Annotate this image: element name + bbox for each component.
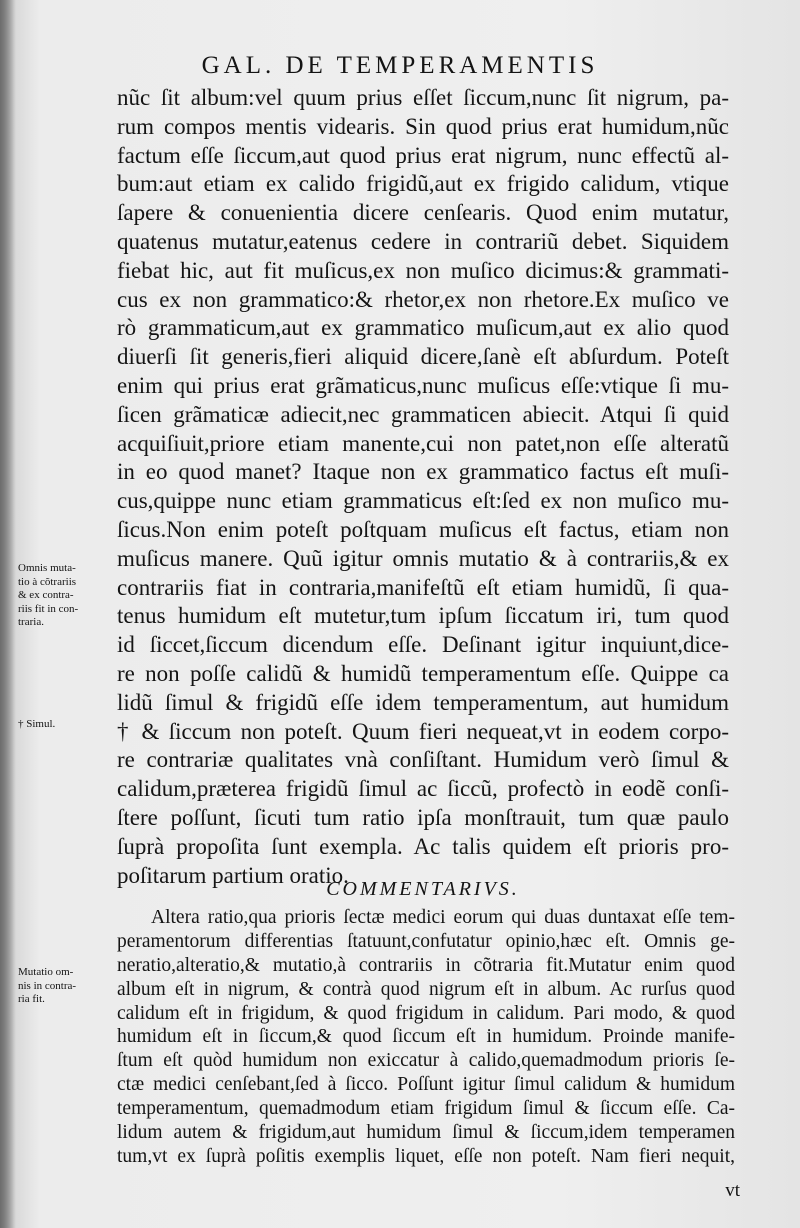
text-line: cus ex non grammatico:& rhetor,ex non rhetore.Ex muſico ve: [117, 286, 729, 312]
gutter-shadow: [0, 0, 16, 1228]
margin-note-simul: [18, 718, 118, 732]
text-line: rum compos mentis videaris. Sin quod prius erat humidum,nũc: [117, 113, 729, 139]
text-line: calidum,præterea frigidũ ſimul ac ſiccũ, profectò in eodẽ conſi-: [117, 776, 729, 802]
commentary-line: neratio,alteratio,& mutatio,à contrariis in cõtraria fit.Mutatur enim quod: [117, 954, 735, 976]
catchword: vt: [725, 1180, 740, 1201]
commentary-line: lidum autem & frigidum,aut humidum ſimul & ſiccum,idem temperamen: [117, 1122, 735, 1144]
commentary-line: calidum eſt in frigidum, & quod frigidum in calidum. Pari modo, & quod: [117, 1002, 735, 1024]
margin-note-line: Omnis muta-: [18, 562, 76, 574]
text-line: muſicus manere. Quũ igitur omnis mutatio & à contrariis,& ex: [117, 545, 729, 571]
commentary-text: [117, 906, 735, 1169]
text-line: rò grammaticum,aut ex grammatico muſicum,aut ex alio quod: [117, 315, 729, 341]
running-header: GAL. DE TEMPERAMENTIS: [201, 52, 599, 79]
main-text: [117, 84, 729, 890]
text-line: enim qui prius erat grãmaticus,nunc muſicus eſſe:vtique ſi mu-: [117, 372, 729, 398]
text-line: tenus humidum eſt mutetur,tum ipſum ſiccatum iri, tum quod: [117, 603, 729, 629]
margin-note-line: † Simul.: [18, 718, 56, 730]
margin-note-line: ria fit.: [18, 993, 45, 1005]
text-line: ſicus.Non enim poteſt poſtquam muſicus eſt factus, etiam non: [117, 516, 729, 542]
commentary-line: humidum eſt in ſiccum,& quod ſiccum eſt in humidum. Proinde manife-: [117, 1026, 735, 1048]
commentary-line: ſtum eſt quòd humidum non exiccatur à calido,quemadmodum prioris ſe-: [117, 1050, 735, 1072]
margin-note-line: & ex contra-: [18, 589, 74, 601]
commentary-line: tum,vt ex ſuprà poſitis exemplis liquet, eſſe non poteſt. Nam fieri nequit,: [117, 1145, 735, 1167]
text-line: nũc ſit album:vel quum prius eſſet ſiccum,nunc ſit nigrum, pa-: [117, 85, 729, 110]
commentary-line: peramentorum differentias ſtatuunt,confutatur opinio,hæc eſt. Omnis ge-: [117, 930, 735, 952]
text-line: † & ſiccum non poteſt. Quum fieri nequeat,vt in eodem corpo-: [117, 718, 729, 744]
text-line: ſtere poſſunt, ſicuti tum ratio ipſa monſtrauit, tum quæ paulo: [117, 804, 729, 830]
margin-note-line: riis fit in con-: [18, 602, 79, 615]
margin-note-mutatio-contrariis: [18, 562, 118, 630]
text-line: re non poſſe calidũ & humidũ temperamentum eſſe. Quippe ca: [117, 660, 729, 686]
commentary-line: ctæ medici cenſebant,ſed à ſicco. Poſſunt igitur ſimul calidum & humidum: [117, 1074, 735, 1096]
text-line: factum eſſe ſiccum,aut quod prius erat nigrum, nunc effectũ al-: [117, 142, 729, 168]
text-line: quatenus mutatur,eatenus cedere in contrariũ debet. Siquidem: [117, 228, 729, 254]
text-line: ſuprà propoſita ſunt exempla. Ac talis quidem eſt prioris pro-: [117, 833, 729, 859]
commentary-line: Altera ratio,qua prioris ſectæ medici eorum qui duas duntaxat eſſe tem-: [151, 907, 735, 928]
margin-note-line: nis in contra-: [18, 979, 77, 992]
text-line: id ſiccet,ſiccum dicendum eſſe. Deſinant igitur inquiunt,dice-: [117, 632, 729, 658]
text-line: poſitarum partium oratio.: [117, 862, 349, 888]
commentary-line: album eſt in nigrum, & contrà quod nigrum eſt in album. Ac rurſus quod: [117, 978, 735, 1000]
text-line: diuerſi ſit generis,fieri aliquid dicere,ſanè eſt abſurdum. Poteſt: [117, 344, 729, 370]
commentary-title: COMMENTARIVS.: [326, 878, 520, 900]
text-line: contrariis fiat in contraria,manifeſtũ eſt etiam humidũ, ſi qua-: [117, 574, 729, 600]
text-line: ſicen grãmaticæ adiecit,nec grammaticen abiecit. Atqui ſi quid: [117, 401, 729, 427]
text-line: re contrariæ qualitates vnà conſiſtant. Humidum verò ſimul &: [117, 747, 729, 773]
text-line: cus,quippe nunc etiam grammaticus eſt:ſed ex non muſico mu-: [117, 488, 729, 514]
text-line: fiebat hic, aut fit muſicus,ex non muſico dicimus:& grammati-: [117, 257, 729, 283]
margin-note-mutatio-omnis: [18, 966, 118, 1007]
text-line: bum:aut etiam ex calido frigidũ,aut ex frigido calidum, vtique: [117, 171, 729, 197]
margin-note-line: tio à cõtrariis: [18, 575, 77, 588]
commentary-line: temperamentum, quemadmodum etiam frigidum ſimul & ſiccum eſſe. Ca-: [117, 1098, 735, 1120]
text-line: in eo quod manet? Itaque non ex grammatico factus eſt muſi-: [117, 459, 729, 485]
text-line: lidũ ſimul & frigidũ eſſe idem temperamentum, aut humidum: [117, 689, 729, 715]
text-line: ſapere & conuenientia dicere cenſearis. Quod enim mutatur,: [117, 200, 729, 226]
text-line: acquiſiuit,priore etiam manente,cui non patet,non eſſe alteratũ: [117, 430, 729, 456]
margin-note-line: Mutatio om-: [18, 966, 74, 978]
margin-note-line: traria.: [18, 616, 44, 628]
